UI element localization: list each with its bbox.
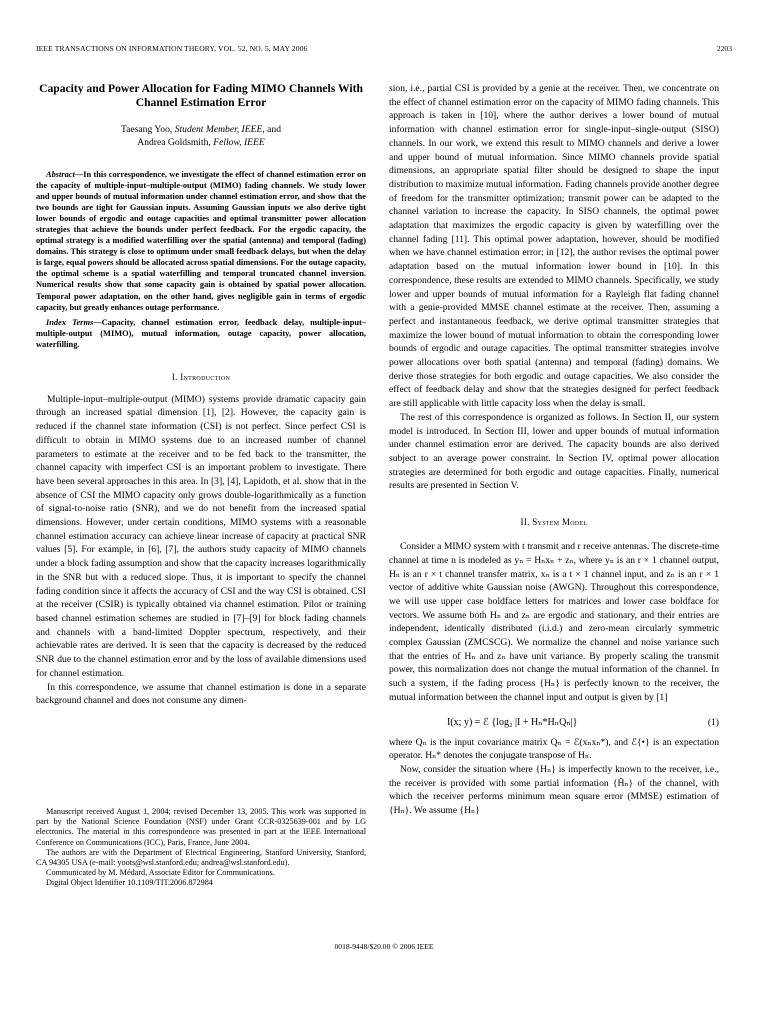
author-block bbox=[36, 123, 366, 149]
copyright-line: 0018-9448/$20.00 © 2006 IEEE bbox=[334, 942, 434, 951]
footnote-affiliation: The authors are with the Department of Electrical Engineering, Stanford University, Stanford, CA 94305 USA (e-mail: yoots@wsl.stanford.edu; andrea@wsl.stanford.edu). bbox=[36, 847, 366, 868]
page-number: 2203 bbox=[716, 44, 732, 53]
author-line-2 bbox=[36, 136, 366, 149]
footnote-manuscript: Manuscript received August 1, 2004; revised December 13, 2005. This work was supported in part by the National Science Foundation (NSF) under Grant CCR-0325639-001 and by LG electronics. The material in this correspondence was presented in part at the IEEE International Conference on Communications (ICC), Paris, France, June 2004. bbox=[36, 807, 366, 847]
footnote-block bbox=[36, 806, 366, 889]
running-header: IEEE TRANSACTIONS ON INFORMATION THEORY, VOL. 52, NO. 5, MAY 2006 bbox=[36, 44, 308, 53]
author-role: Fellow, IEEE bbox=[213, 137, 265, 148]
system-model-paragraph-1: Consider a MIMO system with t transmit and r receive antennas. The discrete-time channel at time n is modeled as yₙ = Hₙxₙ + zₙ, where yₙ is an r × 1 channel output, Hₙ is an r × t channel transfer matrix, xₙ is a t × 1 channel input, and zₙ is an r × 1 vector of additive white Gaussian noise (AWGN). Throughout this correspondence, we will use upper case boldface letters for matrices and lower case boldface for vectors. We assume both Hₙ and zₙ are ergodic and stationary, and their entries are independent, identically distributed (i.i.d.) and zero-mean circularly symmetric complex Gaussian (ZMCSCG). We normalize the channel and noise variance such that the entries of Hₙ and zₙ have unit variance. By properly scaling the transmit power, this normalization does not change the mutual information of the channel. In such a system, if the fading process {Hₙ} is perfectly known to the receiver, the mutual information between the channel input and output is given by [1] bbox=[389, 541, 719, 703]
section-heading-system-model: II. System Model bbox=[520, 517, 588, 528]
intro-paragraph-1: Multiple-input–multiple-output (MIMO) systems provide dramatic capacity gain through an increased spatial dimension [1], [2]. However, the capacity gain is reduced if the channel state information (CSI) is not perfect. Since perfect CSI is difficult to obtain in MIMO systems due to an increased number of channel parameters to estimate at the receiver and to be fed back to the transmitter, the channel capacity with imperfect CSI is an important problem to investigate. There have been several approaches in this area. In [3], [4], Lapidoth, et al. show that in the absence of CSI the MIMO capacity only grows double-logarithmically as a function of signal-to-noise ratio (SNR), and we do not benefit from the increased spatial dimensions. However, under certain conditions, MIMO systems with a reasonable channel estimation accuracy can achieve linear increase of capacity at practical SNR values [5]. For example, in [6], [7], the authors study capacity of MIMO channels under a block fading assumption and show that the capacity increases logarithmically in the SNR but with a reduced slope. Thus, it is important to specify the channel fading condition since it affects the accuracy of CSI and the way CSI is obtained. CSI at the receiver (CSIR) is typically obtained via channel estimation. Pilot or training based channel estimation schemes are studied in [7]–[9] for block fading channels and channels with a band-limited Doppler spectrum, respectively, and their achievable rates are derived. It is seen that the capacity is decreased by the reduced SNR due to the channel estimation error and by the loss of available dimensions used for channel estimation. bbox=[36, 393, 366, 679]
intro-continued-paragraph: sion, i.e., partial CSI is provided by a genie at the receiver. Then, we concentrate on the effect of channel estimation error on the capacity of MIMO fading channels. This approach is taken in [10], where the author derives a lower bound of mutual information with channel estimation error for single-input–single-output (SISO) channels. In our work, we extend this result to MIMO channels and derive a lower and upper bound of mutual information. Since MIMO channels provide spatial dimensions, an appropriate spatial filter should be designed to shape the input distribution to maximize mutual information. Fading channels provide another degree of freedom for the transmitter optimization; transmit power can be adapted to the channel variation to increase the capacity. In SISO channels, the optimal power adaptation that maximizes the ergodic capacity is given by waterfilling over the channel fading [11]. This optimal power adaptation, however, should be modified when we have channel estimation error; in [12], the author revises the optimal power adaptation based on the mutual information lower bound in [10]. In this correspondence, these results are extended to MIMO channels. Specifically, we study lower and upper bounds of mutual information for a Rayleigh flat fading channel with a genie-provided MMSE channel estimate at the receiver. Then, assuming a perfect and instantaneous feedback, we derive optimal transmitter strategies that maximize the lower bound of mutual information to obtain the corresponding lower bounds of ergodic and outage capacities. The optimal transmitter strategies involve power allocations over both spatial (antenna) and temporal (fading) domains. We derive those strategies for both ergodic and outage capacities. We also consider the effect of feedback delay and show that the strategies designed for perfect feedback are still applicable with little capacity loss when the delay is small. bbox=[389, 83, 719, 410]
system-model-paragraph-3: Now, consider the situation where {Hₙ} is imperfectly known to the receiver, i.e., the receiver is provided with some partial information {Ĥₙ} of the channel, with which the receiver performs minimum mean square error (MMSE) estimation of {Hₙ}. We assume {Hₙ} bbox=[389, 763, 719, 817]
author-line-1 bbox=[36, 123, 366, 136]
index-terms-text: —Capacity, channel estimation error, feedback delay, multiple-input–multiple-output (MIMO), mutual information, outage capacity, power allocation, waterfilling. bbox=[36, 317, 366, 349]
left-column bbox=[36, 82, 366, 708]
intro-outline-paragraph: The rest of this correspondence is organized as follows. In Section II, our system model is introduced. In Section III, lower and upper bounds of mutual information under channel estimation error are derived. The capacity bounds are also derived subject to an average power constraint. In Section IV, optimal power allocation strategies are determined for both ergodic and outage capacities. Finally, numerical results are presented in Section V. bbox=[389, 411, 719, 492]
abstract-text: —In this correspondence, we investigate the effect of channel estimation error on the capacity of multiple-input–multiple-output (MIMO) fading channels. We study lower and upper bounds of mutual information under channel estimation error, and show that the two bounds are tight for Gaussian inputs. Assuming Gaussian inputs we also derive tight lower bounds of ergodic and outage capacities and optimal transmitter power allocation strategies that achieve the bounds under perfect feedback. For the ergodic capacity, the optimal strategy is a modified waterfilling over the spatial (antenna) and temporal (fading) domains. This strategy is close to optimum under small feedback delays, but when the delay is large, equal powers should be allocated across spatial dimensions. For the outage capacity, the optimal scheme is a spatial waterfilling and temporal truncated channel inversion. Numerical results show that some capacity gain is obtained by spatial power allocation. Temporal power adaptation, on the other hand, gives negligible gain in terms of ergodic capacity, but greatly enhances outage performance. bbox=[36, 170, 366, 312]
system-model-paragraph-2: where Qₙ is the input covariance matrix Qₙ = ℰ(xₙxₙ*), and ℰ{•} is an expectation operator. Hₙ* denotes the conjugate transpose of Hₙ. bbox=[389, 736, 719, 762]
index-terms bbox=[36, 317, 366, 350]
right-column bbox=[389, 82, 719, 818]
paper-title: Capacity and Power Allocation for Fading MIMO Channels With Channel Estimation Error bbox=[39, 82, 363, 109]
index-terms-label: Index Terms bbox=[46, 317, 94, 327]
author-name: Taesang Yoo, bbox=[120, 124, 175, 135]
author-name: Andrea Goldsmith, bbox=[137, 137, 214, 148]
section-heading-introduction: I. Introduction bbox=[171, 371, 231, 382]
author-connector: and bbox=[264, 124, 282, 135]
abstract-label: Abstract bbox=[46, 170, 75, 179]
footnote-doi: Digital Object Identifier 10.1109/TIT.2006.872984 bbox=[46, 878, 213, 888]
footnote-editor: Communicated by M. Médard, Associate Editor for Communications. bbox=[46, 868, 275, 878]
equation-number: (1) bbox=[707, 716, 719, 728]
equation-body: I(x; y) = ℰ {log₂ |I + Hₙ*HₙQₙ|} bbox=[447, 716, 578, 728]
intro-paragraph-2: In this correspondence, we assume that channel estimation is done in a separate background channel and does not consume any dimen- bbox=[36, 681, 366, 707]
author-role: Student Member, IEEE, bbox=[174, 124, 265, 135]
abstract bbox=[36, 169, 366, 313]
equation-1 bbox=[389, 717, 719, 728]
